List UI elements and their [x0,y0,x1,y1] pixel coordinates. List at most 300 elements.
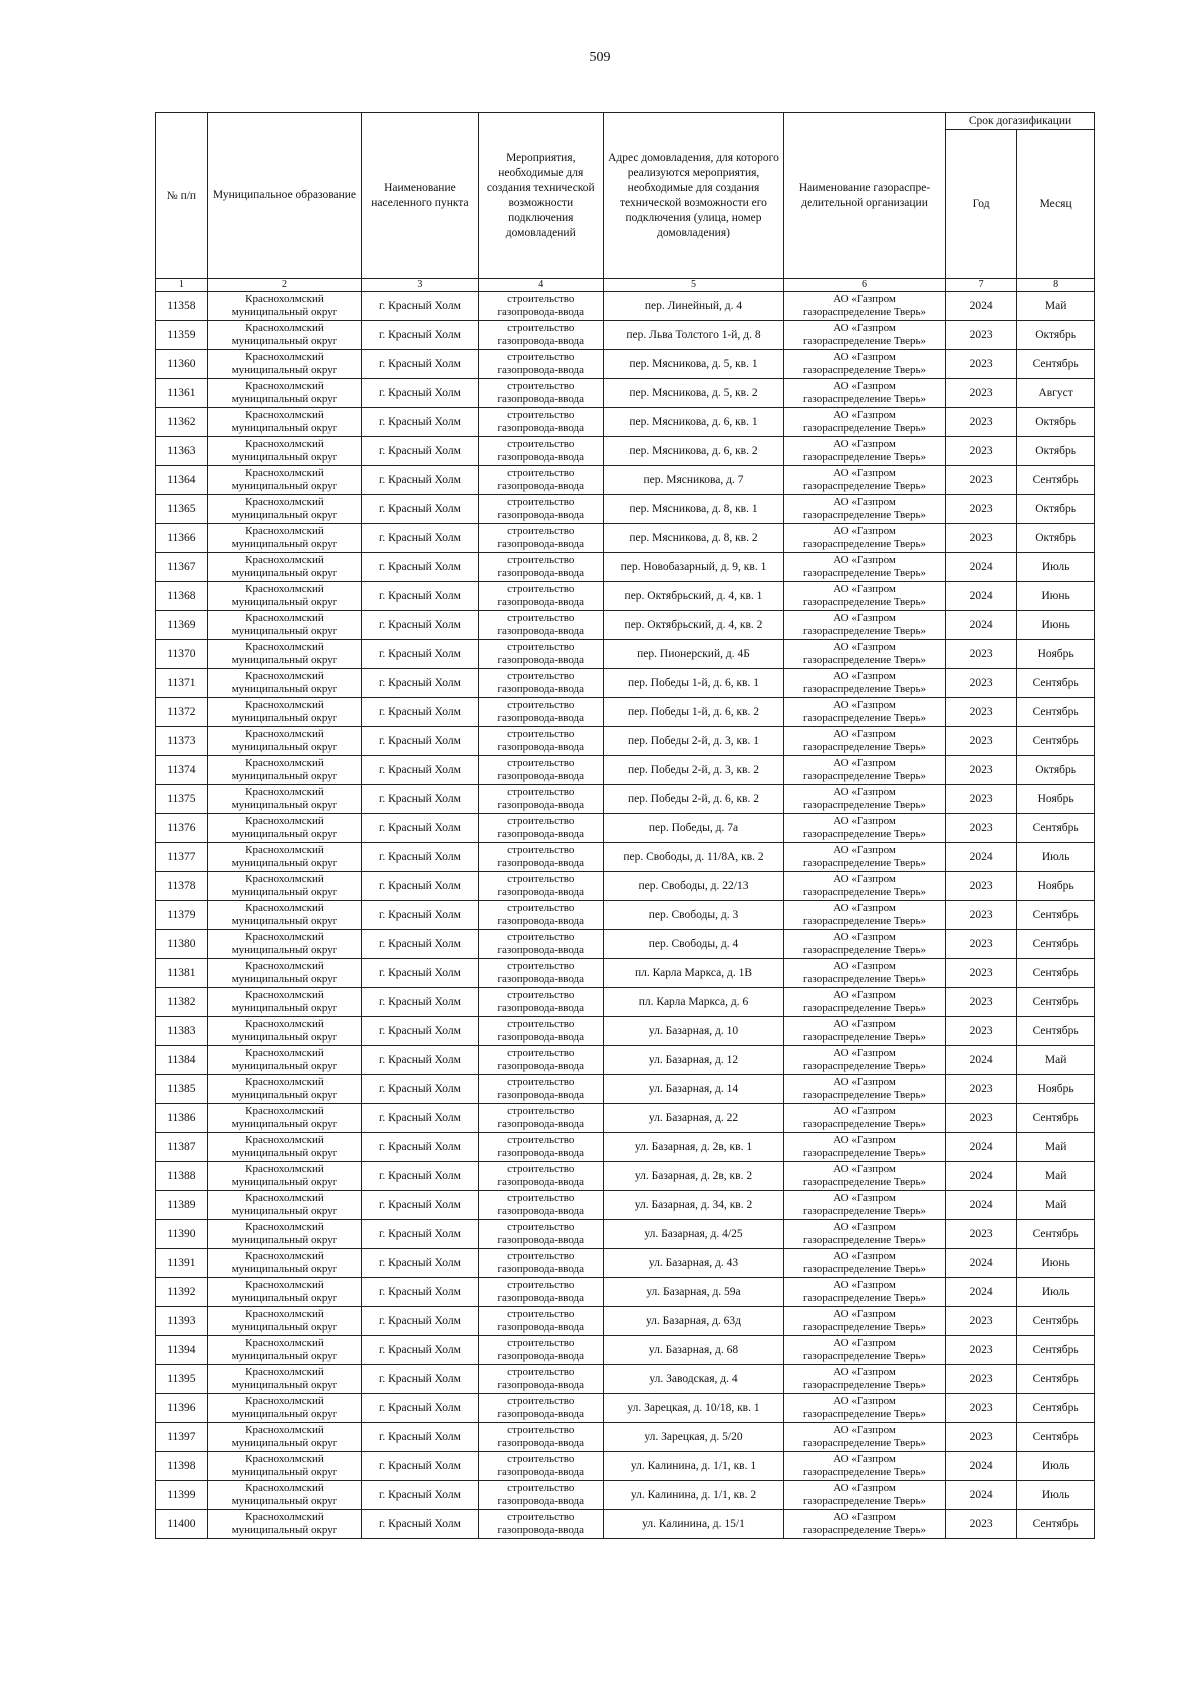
municipality-cell-line1: Краснохолмский [245,322,324,334]
locality-cell: г. Красный Холм [362,350,479,379]
address-cell: ул. Базарная, д. 34, кв. 2 [603,1191,783,1220]
gdo-cell-line1: АО «Газпром [833,1221,896,1233]
column-number: 3 [362,279,479,292]
measure-cell-line2: газопровода-ввода [497,1089,585,1101]
municipality-cell [207,408,361,437]
municipality-cell-line2: муниципальный округ [231,886,338,898]
gdo-cell-line1: АО «Газпром [833,1453,896,1465]
address-cell: пл. Карла Маркса, д. 1В [603,959,783,988]
locality-cell: г. Красный Холм [362,1394,479,1423]
municipality-cell-line1: Краснохолмский [245,815,324,827]
measure-cell-line2: газопровода-ввода [497,1031,585,1043]
municipality-cell-line2: муниципальный округ [231,799,338,811]
locality-cell: г. Красный Холм [362,727,479,756]
municipality-cell [207,1075,361,1104]
gdo-cell-line2: газораспределение Тверь» [803,712,927,724]
gdo-cell [784,553,946,582]
gdo-cell-line1: АО «Газпром [833,1076,896,1088]
row-number: 11362 [156,408,208,437]
month-cell: Сентябрь [1017,959,1095,988]
locality-cell: г. Красный Холм [362,640,479,669]
measure-cell [478,350,603,379]
municipality-cell [207,524,361,553]
table-row [156,1307,1095,1336]
measure-cell-line2: газопровода-ввода [497,712,585,724]
table-row [156,988,1095,1017]
measure-cell-line1: строительство [507,902,575,914]
locality-cell: г. Красный Холм [362,1481,479,1510]
year-cell: 2023 [946,698,1017,727]
measure-cell-line2: газопровода-ввода [497,596,585,608]
locality-cell: г. Красный Холм [362,524,479,553]
row-number: 11393 [156,1307,208,1336]
gdo-cell-line2: газораспределение Тверь» [803,1321,927,1333]
table-row [156,959,1095,988]
table-row [156,437,1095,466]
row-number: 11369 [156,611,208,640]
measure-cell-line1: строительство [507,1337,575,1349]
table-row [156,553,1095,582]
municipality-cell [207,1278,361,1307]
municipality-cell-line2: муниципальный округ [231,538,338,550]
municipality-cell-line2: муниципальный округ [231,683,338,695]
locality-cell: г. Красный Холм [362,611,479,640]
gdo-cell-line2: газораспределение Тверь» [803,683,927,695]
table-row [156,350,1095,379]
municipality-cell [207,1104,361,1133]
municipality-cell-line2: муниципальный округ [231,1408,338,1420]
measure-cell-line1: строительство [507,322,575,334]
address-cell: пер. Мясникова, д. 5, кв. 2 [603,379,783,408]
gdo-cell-line1: АО «Газпром [833,699,896,711]
municipality-cell-line2: муниципальный округ [231,1234,338,1246]
gdo-cell-line2: газораспределение Тверь» [803,1234,927,1246]
month-cell: Сентябрь [1017,1423,1095,1452]
locality-cell: г. Красный Холм [362,901,479,930]
year-cell: 2024 [946,1191,1017,1220]
measure-cell-line1: строительство [507,728,575,740]
measure-cell-line2: газопровода-ввода [497,567,585,579]
month-cell: Июнь [1017,1249,1095,1278]
address-cell: пер. Свободы, д. 4 [603,930,783,959]
gdo-cell-line1: АО «Газпром [833,1250,896,1262]
municipality-cell-line1: Краснохолмский [245,1511,324,1523]
municipality-cell [207,553,361,582]
measure-cell-line1: строительство [507,1453,575,1465]
municipality-cell-line2: муниципальный округ [231,1350,338,1362]
measure-cell-line2: газопровода-ввода [497,857,585,869]
table-row [156,495,1095,524]
gdo-cell [784,582,946,611]
gdo-cell-line1: АО «Газпром [833,438,896,450]
year-cell: 2023 [946,1017,1017,1046]
table-row [156,1046,1095,1075]
table-row [156,1162,1095,1191]
measure-cell [478,843,603,872]
gdo-cell-line1: АО «Газпром [833,786,896,798]
address-cell: пер. Победы 2-й, д. 6, кв. 2 [603,785,783,814]
measure-cell-line2: газопровода-ввода [497,1176,585,1188]
table-row [156,698,1095,727]
gdo-cell-line1: АО «Газпром [833,612,896,624]
gdo-cell [784,292,946,321]
gdo-cell [784,843,946,872]
address-cell: пер. Победы, д. 7а [603,814,783,843]
municipality-cell [207,1510,361,1539]
month-cell: Октябрь [1017,495,1095,524]
locality-cell: г. Красный Холм [362,1046,479,1075]
gdo-cell [784,1423,946,1452]
gdo-cell-line2: газораспределение Тверь» [803,480,927,492]
address-cell: пер. Мясникова, д. 8, кв. 1 [603,495,783,524]
locality-cell: г. Красный Холм [362,1452,479,1481]
measure-cell [478,698,603,727]
municipality-cell-line1: Краснохолмский [245,873,324,885]
measure-cell-line2: газопровода-ввода [497,393,585,405]
row-number: 11399 [156,1481,208,1510]
locality-cell: г. Красный Холм [362,1423,479,1452]
year-cell: 2023 [946,1104,1017,1133]
municipality-cell [207,930,361,959]
year-cell: 2023 [946,1220,1017,1249]
municipality-cell [207,495,361,524]
table-row [156,1423,1095,1452]
gdo-cell-line2: газораспределение Тверь» [803,1002,927,1014]
municipality-cell [207,901,361,930]
gdo-cell-line2: газораспределение Тверь» [803,538,927,550]
measure-cell-line1: строительство [507,496,575,508]
municipality-cell-line1: Краснохолмский [245,554,324,566]
measure-cell [478,785,603,814]
municipality-cell [207,1365,361,1394]
table-row [156,785,1095,814]
municipality-cell-line1: Краснохолмский [245,1395,324,1407]
municipality-cell-line1: Краснохолмский [245,670,324,682]
municipality-cell-line1: Краснохолмский [245,409,324,421]
month-cell: Июль [1017,843,1095,872]
measure-cell-line2: газопровода-ввода [497,770,585,782]
measure-cell-line2: газопровода-ввода [497,973,585,985]
gdo-cell-line1: АО «Газпром [833,670,896,682]
measure-cell-line1: строительство [507,873,575,885]
gdo-cell-line1: АО «Газпром [833,1134,896,1146]
municipality-cell-line1: Краснохолмский [245,1424,324,1436]
measure-cell-line1: строительство [507,757,575,769]
measure-cell-line1: строительство [507,380,575,392]
municipality-cell [207,1191,361,1220]
measure-cell [478,292,603,321]
month-cell: Сентябрь [1017,814,1095,843]
table-row [156,408,1095,437]
year-cell: 2023 [946,988,1017,1017]
municipality-cell-line2: муниципальный округ [231,915,338,927]
measure-cell [478,1220,603,1249]
table-row [156,930,1095,959]
gdo-cell [784,1075,946,1104]
gdo-cell [784,785,946,814]
municipality-cell-line1: Краснохолмский [245,844,324,856]
municipality-cell-line2: муниципальный округ [231,393,338,405]
row-number: 11383 [156,1017,208,1046]
gdo-cell [784,1162,946,1191]
municipality-cell-line2: муниципальный округ [231,1495,338,1507]
gdo-cell [784,1104,946,1133]
month-cell: Май [1017,1133,1095,1162]
measure-cell-line2: газопровода-ввода [497,1205,585,1217]
address-cell: ул. Калинина, д. 15/1 [603,1510,783,1539]
address-cell: пер. Свободы, д. 11/8А, кв. 2 [603,843,783,872]
gdo-cell [784,669,946,698]
measure-cell-line1: строительство [507,1163,575,1175]
municipality-cell-line2: муниципальный округ [231,973,338,985]
municipality-cell-line1: Краснохолмский [245,1279,324,1291]
table-row [156,756,1095,785]
measure-cell-line2: газопровода-ввода [497,683,585,695]
month-cell: Ноябрь [1017,1075,1095,1104]
municipality-cell-line2: муниципальный округ [231,306,338,318]
gdo-cell [784,756,946,785]
municipality-cell-line2: муниципальный округ [231,857,338,869]
municipality-cell [207,1481,361,1510]
address-cell: ул. Базарная, д. 43 [603,1249,783,1278]
measure-cell [478,379,603,408]
measure-cell-line1: строительство [507,612,575,624]
month-cell: Июль [1017,553,1095,582]
gdo-cell-line1: АО «Газпром [833,1424,896,1436]
measure-cell-line2: газопровода-ввода [497,1292,585,1304]
address-cell: пер. Мясникова, д. 5, кв. 1 [603,350,783,379]
year-cell: 2023 [946,1075,1017,1104]
municipality-cell [207,379,361,408]
year-cell: 2024 [946,1162,1017,1191]
gdo-cell [784,698,946,727]
table-row [156,872,1095,901]
address-cell: ул. Калинина, д. 1/1, кв. 2 [603,1481,783,1510]
column-number: 5 [603,279,783,292]
gdo-cell [784,379,946,408]
month-cell: Сентябрь [1017,1307,1095,1336]
month-cell: Сентябрь [1017,698,1095,727]
gdo-cell-line1: АО «Газпром [833,525,896,537]
table-row [156,1481,1095,1510]
month-cell: Август [1017,379,1095,408]
gdo-cell-line2: газораспределение Тверь» [803,1437,927,1449]
gdo-cell-line2: газораспределение Тверь» [803,596,927,608]
measure-cell-line2: газопровода-ввода [497,625,585,637]
measure-cell [478,930,603,959]
row-number: 11400 [156,1510,208,1539]
measure-cell-line1: строительство [507,1482,575,1494]
municipality-cell-line2: муниципальный округ [231,1118,338,1130]
gdo-cell-line2: газораспределение Тверь» [803,1176,927,1188]
gdo-cell [784,1046,946,1075]
row-number: 11381 [156,959,208,988]
municipality-cell [207,727,361,756]
gdo-cell [784,1481,946,1510]
locality-cell: г. Красный Холм [362,1510,479,1539]
gdo-cell-line1: АО «Газпром [833,293,896,305]
gdo-cell [784,1510,946,1539]
month-cell: Май [1017,1162,1095,1191]
table-row [156,1365,1095,1394]
year-cell: 2023 [946,930,1017,959]
month-cell: Сентябрь [1017,350,1095,379]
measure-cell [478,437,603,466]
month-cell: Сентябрь [1017,1336,1095,1365]
municipality-cell-line1: Краснохолмский [245,931,324,943]
year-cell: 2023 [946,1510,1017,1539]
measure-cell-line1: строительство [507,699,575,711]
month-cell: Сентябрь [1017,930,1095,959]
measure-cell-line1: строительство [507,815,575,827]
row-number: 11371 [156,669,208,698]
month-cell: Сентябрь [1017,1365,1095,1394]
municipality-cell [207,1336,361,1365]
municipality-cell-line1: Краснохолмский [245,496,324,508]
gdo-cell-line1: АО «Газпром [833,1511,896,1523]
address-cell: ул. Зарецкая, д. 10/18, кв. 1 [603,1394,783,1423]
municipality-cell-line1: Краснохолмский [245,786,324,798]
gdo-cell [784,1220,946,1249]
locality-cell: г. Красный Холм [362,466,479,495]
gdo-cell-line1: АО «Газпром [833,844,896,856]
year-cell: 2023 [946,814,1017,843]
address-cell: пер. Победы 2-й, д. 3, кв. 2 [603,756,783,785]
gdo-cell-line1: АО «Газпром [833,496,896,508]
year-cell: 2024 [946,1452,1017,1481]
address-cell: пер. Мясникова, д. 6, кв. 2 [603,437,783,466]
measure-cell [478,1249,603,1278]
locality-cell: г. Красный Холм [362,408,479,437]
measure-cell-line2: газопровода-ввода [497,1350,585,1362]
table-row [156,1220,1095,1249]
row-number: 11360 [156,350,208,379]
measure-cell-line2: газопровода-ввода [497,1495,585,1507]
measure-cell-line2: газопровода-ввода [497,1118,585,1130]
row-number: 11366 [156,524,208,553]
gdo-cell-line1: АО «Газпром [833,1105,896,1117]
month-cell: Сентябрь [1017,1510,1095,1539]
municipality-cell-line2: муниципальный округ [231,1031,338,1043]
gdo-cell [784,1394,946,1423]
measure-cell [478,872,603,901]
gdo-cell [784,988,946,1017]
row-number: 11364 [156,466,208,495]
municipality-cell [207,437,361,466]
municipality-cell [207,814,361,843]
column-number-row [156,279,1095,292]
municipality-cell-line2: муниципальный округ [231,1437,338,1449]
measure-cell [478,640,603,669]
locality-cell: г. Красный Холм [362,872,479,901]
municipality-cell [207,321,361,350]
gdo-cell-line2: газораспределение Тверь» [803,1147,927,1159]
gdo-cell-line1: АО «Газпром [833,1047,896,1059]
measure-cell-line1: строительство [507,989,575,1001]
locality-cell: г. Красный Холм [362,1220,479,1249]
row-number: 11367 [156,553,208,582]
municipality-cell-line1: Краснохолмский [245,1163,324,1175]
row-number: 11368 [156,582,208,611]
year-cell: 2024 [946,1481,1017,1510]
municipality-cell [207,1220,361,1249]
gdo-cell-line1: АО «Газпром [833,1018,896,1030]
row-number: 11384 [156,1046,208,1075]
measure-cell-line1: строительство [507,1395,575,1407]
header-year: Год [946,130,1017,279]
address-cell: пер. Льва Толстого 1-й, д. 8 [603,321,783,350]
measure-cell-line1: строительство [507,1047,575,1059]
municipality-cell-line2: муниципальный округ [231,596,338,608]
month-cell: Октябрь [1017,321,1095,350]
measure-cell-line1: строительство [507,844,575,856]
address-cell: пер. Свободы, д. 22/13 [603,872,783,901]
year-cell: 2023 [946,1423,1017,1452]
municipality-cell-line1: Краснохолмский [245,1134,324,1146]
measure-cell-line1: строительство [507,351,575,363]
locality-cell: г. Красный Холм [362,582,479,611]
gdo-cell [784,930,946,959]
municipality-cell-line1: Краснохолмский [245,960,324,972]
municipality-cell-line2: муниципальный округ [231,944,338,956]
address-cell: ул. Базарная, д. 2в, кв. 1 [603,1133,783,1162]
municipality-cell [207,1162,361,1191]
row-number: 11388 [156,1162,208,1191]
municipality-cell-line2: муниципальный округ [231,335,338,347]
locality-cell: г. Красный Холм [362,988,479,1017]
locality-cell: г. Красный Холм [362,495,479,524]
gdo-cell-line1: АО «Газпром [833,757,896,769]
gdo-cell-line2: газораспределение Тверь» [803,915,927,927]
year-cell: 2023 [946,785,1017,814]
measure-cell [478,727,603,756]
year-cell: 2023 [946,727,1017,756]
gdo-cell-line2: газораспределение Тверь» [803,1495,927,1507]
measure-cell-line2: газопровода-ввода [497,422,585,434]
month-cell: Октябрь [1017,437,1095,466]
measure-cell-line1: строительство [507,1134,575,1146]
gdo-cell [784,1249,946,1278]
row-number: 11361 [156,379,208,408]
locality-cell: г. Красный Холм [362,321,479,350]
municipality-cell [207,640,361,669]
measure-cell-line1: строительство [507,1279,575,1291]
measure-cell-line1: строительство [507,554,575,566]
year-cell: 2023 [946,1394,1017,1423]
municipality-cell [207,1394,361,1423]
year-cell: 2023 [946,495,1017,524]
month-cell: Май [1017,1191,1095,1220]
locality-cell: г. Красный Холм [362,1278,479,1307]
measure-cell-line2: газопровода-ввода [497,1524,585,1536]
table-row [156,379,1095,408]
row-number: 11359 [156,321,208,350]
gdo-cell-line1: АО «Газпром [833,1366,896,1378]
measure-cell [478,582,603,611]
municipality-cell-line1: Краснохолмский [245,699,324,711]
header-measures: Мероприятия, необходимые для создания технической возможности подключения домовладений [478,113,603,279]
row-number: 11363 [156,437,208,466]
measure-cell [478,1452,603,1481]
table-row [156,582,1095,611]
month-cell: Сентябрь [1017,1104,1095,1133]
gdo-cell [784,1452,946,1481]
measure-cell-line2: газопровода-ввода [497,944,585,956]
measure-cell [478,1365,603,1394]
locality-cell: г. Красный Холм [362,843,479,872]
gdo-cell-line1: АО «Газпром [833,467,896,479]
gdo-cell-line2: газораспределение Тверь» [803,1031,927,1043]
